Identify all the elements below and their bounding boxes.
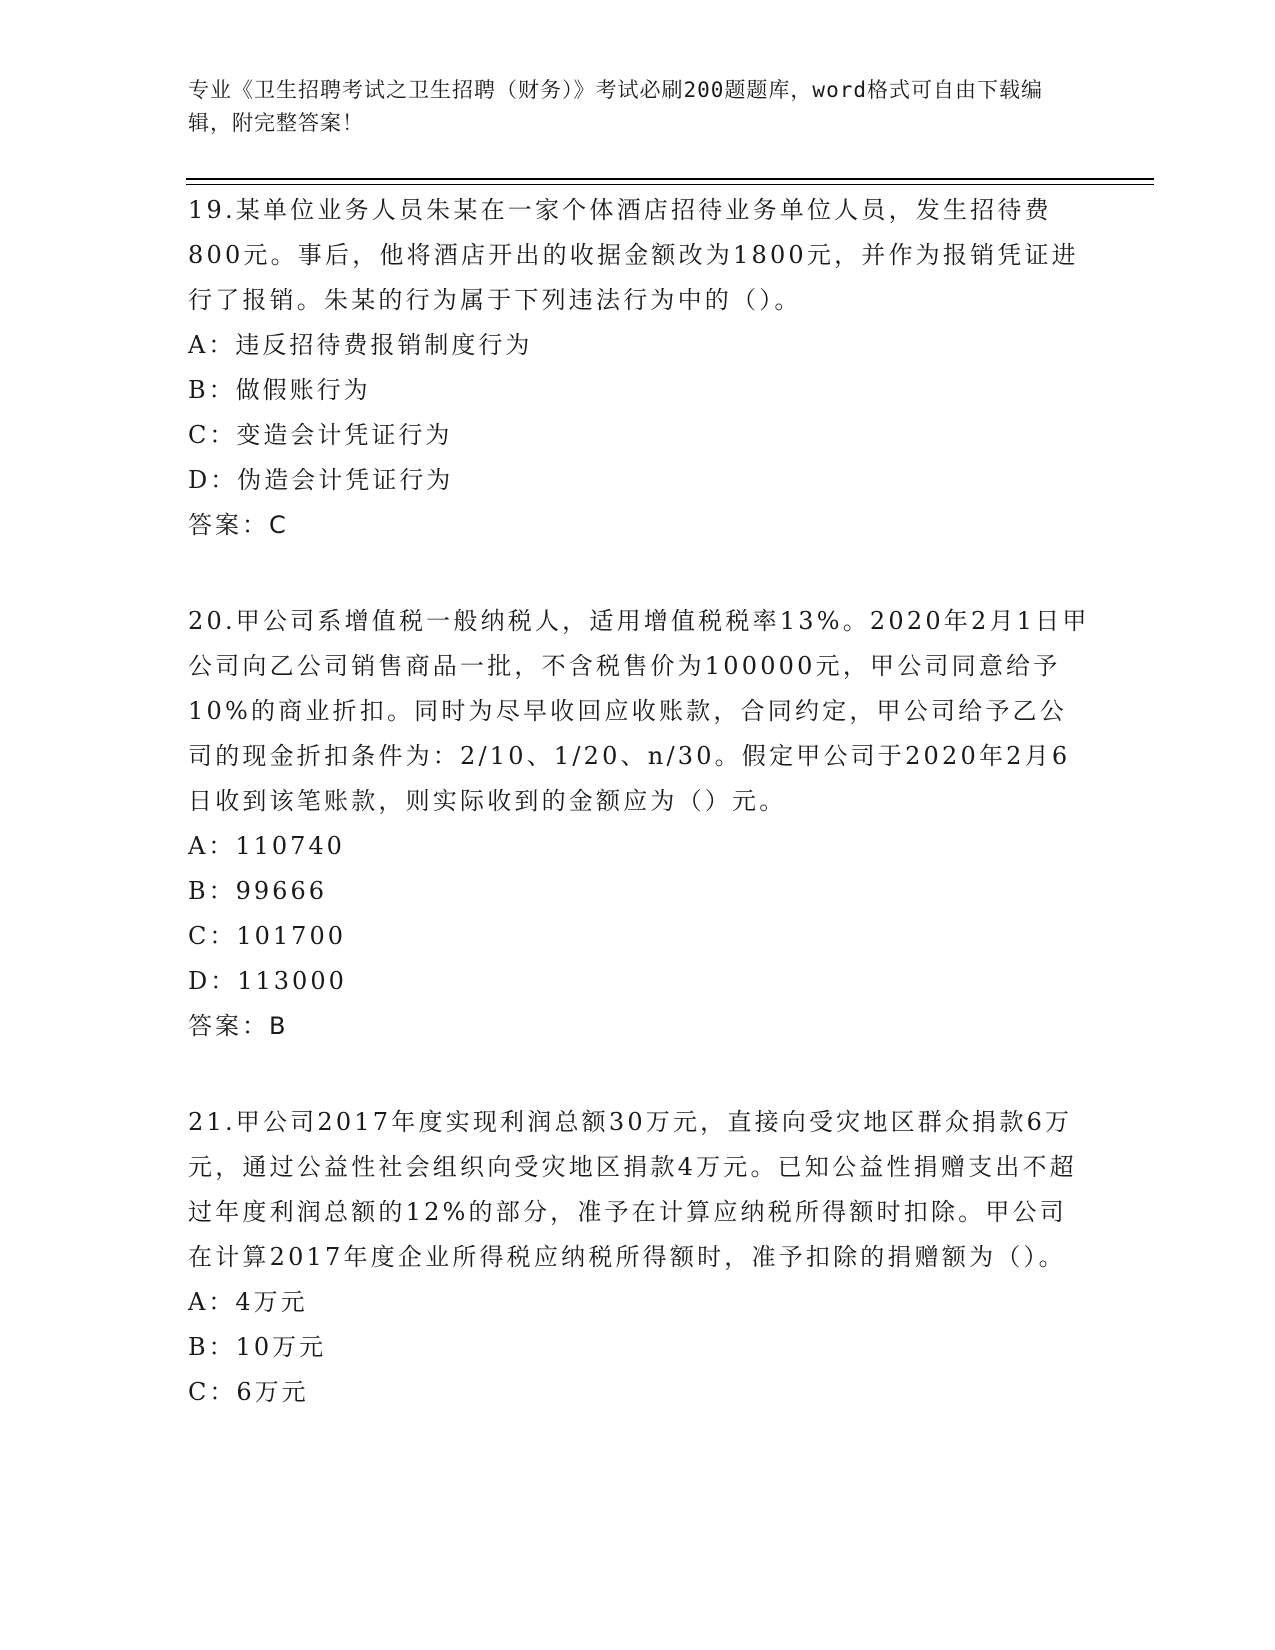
option-b: B：10万元: [188, 1333, 327, 1361]
question-20: [188, 599, 1093, 1049]
answer-line: 答案：B: [188, 1012, 289, 1040]
option-d: D：113000: [188, 967, 347, 995]
option-a: A：110740: [188, 832, 345, 860]
option-b: B：做假账行为: [188, 376, 371, 404]
header-divider-thick: [186, 178, 1154, 180]
header-divider-thin: [186, 184, 1154, 185]
option-d: D：伪造会计凭证行为: [188, 466, 454, 494]
answer-line: 答案：C: [188, 511, 289, 539]
option-a: A：4万元: [188, 1288, 308, 1316]
option-a: A：违反招待费报销制度行为: [188, 331, 533, 359]
question-19: [188, 188, 1093, 548]
option-c: C：101700: [188, 922, 346, 950]
option-b: B：99666: [188, 877, 327, 905]
question-stem: 21.甲公司2017年度实现利润总额30万元，直接向受灾地区群众捐款6万元，通过公益性社会组织向受灾地区捐款4万元。已知公益性捐赠支出不超过年度利润总额的12%的部分，准予在计算应纳税所得额时扣除。甲公司在计算2017年度企业所得税应纳税所得额时，准予扣除的捐赠额为（）。: [188, 1108, 1077, 1271]
question-stem: 19.某单位业务人员朱某在一家个体酒店招待业务单位人员，发生招待费800元。事后，他将酒店开出的收据金额改为1800元，并作为报销凭证进行了报销。朱某的行为属于下列违法行为中的（）。: [188, 196, 1079, 314]
question-21: [188, 1100, 1093, 1415]
option-c: C：6万元: [188, 1378, 309, 1406]
option-c: C：变造会计凭证行为: [188, 421, 453, 449]
question-stem: 20.甲公司系增值税一般纳税人，适用增值税税率13%。2020年2月1日甲公司向乙公司销售商品一批，不含税售价为100000元，甲公司同意给予10%的商业折扣。同时为尽早收回应收账款，合同约定，甲公司给予乙公司的现金折扣条件为：2/10、1/20、n/30。假定甲公司于2020年2月6日收到该笔账款，则实际收到的金额应为（）元。: [188, 607, 1090, 815]
document-header: 专业《卫生招聘考试之卫生招聘（财务）》考试必刷200题题库，word格式可自由下载编辑，附完整答案！: [188, 78, 1043, 135]
